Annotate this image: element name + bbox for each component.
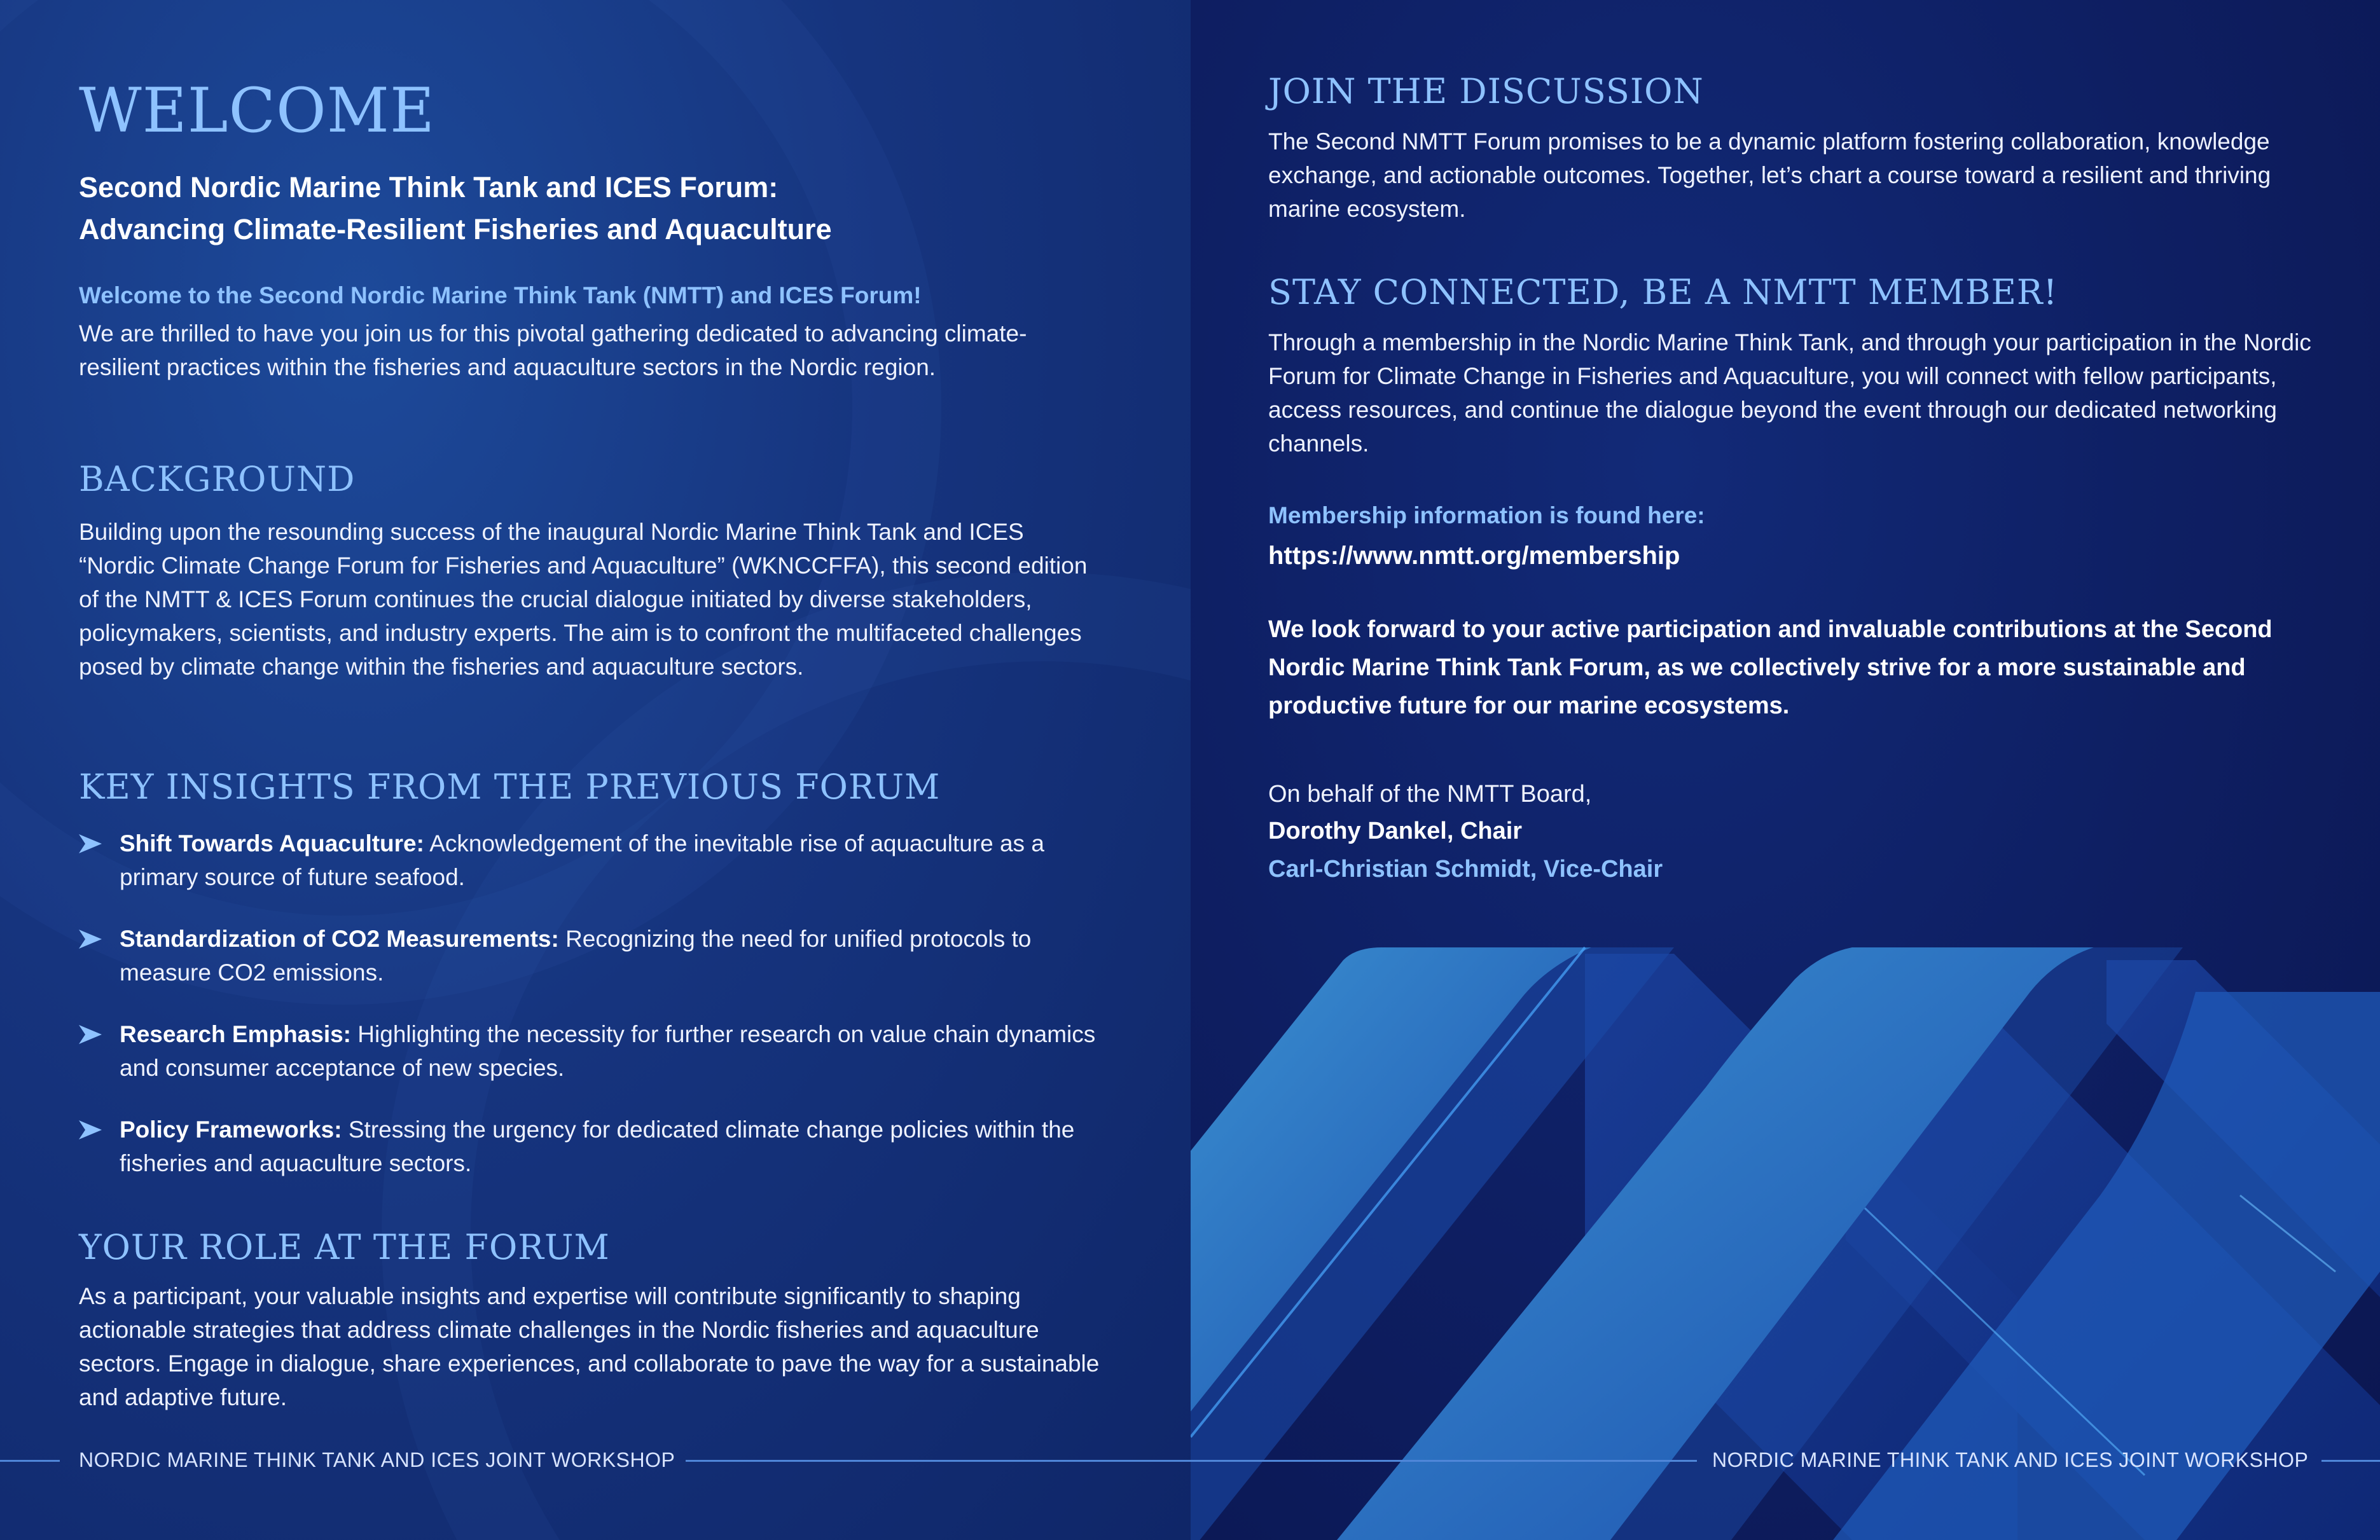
footer-divider — [1191, 1460, 1697, 1462]
insight-text: Acknowledgement of the inevitable rise of aquaculture as a primary source of future seafood. — [120, 830, 1044, 890]
join-heading: JOIN THE DISCUSSION — [1268, 71, 1704, 111]
list-item — [79, 1017, 1109, 1085]
footer-text: NORDIC MARINE THINK TANK AND ICES JOINT WORKSHOP — [79, 1448, 675, 1471]
insights-heading: KEY INSIGHTS FROM THE PREVIOUS FORUM — [79, 767, 941, 807]
background-heading: BACKGROUND — [79, 459, 356, 499]
insights-list — [79, 827, 1109, 1180]
member-heading: STAY CONNECTED, BE A NMTT MEMBER! — [1268, 272, 2058, 312]
intro-text: We are thrilled to have you join us for this pivotal gathering dedicated to advancing climate-resilient practices within the fisheries and aquaculture sectors in the Nordic region. — [79, 320, 1027, 380]
membership-label: Membership information is found here: — [1268, 502, 1705, 528]
arrow-right-icon — [79, 930, 102, 949]
list-item — [79, 922, 1109, 989]
signature-chair: Dorothy Dankel, Chair — [1268, 818, 1523, 844]
subtitle-line-1: Second Nordic Marine Think Tank and ICES Forum: — [79, 171, 778, 203]
insight-text: Recognizing the need for unified protocols to measure CO2 emissions. — [120, 926, 1032, 986]
list-item — [79, 1113, 1109, 1180]
arrow-right-icon — [79, 1120, 102, 1139]
insight-text: Stressing the urgency for dedicated climate change policies within the fisheries and aquaculture sectors. — [120, 1117, 1075, 1176]
insight-text: Highlighting the necessity for further research on value chain dynamics and consumer acceptance of new species. — [120, 1021, 1096, 1081]
subtitle-line-2: Advancing Climate-Resilient Fisheries and Aquaculture — [79, 213, 832, 245]
arrow-right-icon — [79, 1025, 102, 1044]
closing-text: We look forward to your active participation and invaluable contributions at the Second Nordic Marine Think Tank Forum, as we collectively strive for a more sustainable and productive future for our marine ecosystems. — [1268, 616, 2273, 719]
signature-behalf: On behalf of the NMTT Board, — [1268, 781, 1592, 808]
footer-text: NORDIC MARINE THINK TANK AND ICES JOINT WORKSHOP — [1712, 1448, 2309, 1471]
insight-title: Shift Towards Aquaculture: — [120, 830, 424, 856]
welcome-lead: Welcome to the Second Nordic Marine Think Tank (NMTT) and ICES Forum! — [79, 282, 922, 308]
right-page — [1191, 0, 2380, 1540]
insight-title: Research Emphasis: — [120, 1021, 352, 1047]
signature-vice-chair: Carl-Christian Schmidt, Vice-Chair — [1268, 856, 1663, 883]
join-text: The Second NMTT Forum promises to be a dynamic platform fostering collaboration, knowledge exchange, and actionable outcomes. Together, let’s chart a course toward a resilient and thriving marine ecosystem. — [1268, 128, 2271, 222]
member-text: Through a membership in the Nordic Marine Think Tank, and through your participation in the Nordic Forum for Climate Change in Fisheries and Aquaculture, you will connect with fellow participants, access resources, and continue the dialogue beyond the event through our dedicated networking channels. — [1268, 329, 2311, 457]
page-title: WELCOME — [79, 75, 436, 146]
footer-divider — [686, 1460, 1191, 1462]
role-heading: YOUR ROLE AT THE FORUM — [79, 1227, 610, 1267]
insight-title: Policy Frameworks: — [120, 1117, 342, 1143]
list-item — [79, 827, 1109, 894]
membership-link[interactable]: https://www.nmtt.org/membership — [1268, 542, 1680, 570]
role-text: As a participant, your valuable insights and expertise will contribute significantly to shaping actionable strategies that address climate challenges in the Nordic fisheries and aquaculture sectors. Engage in dialogue, share experiences, and collaborate to pave the way for a sustainable and adaptive future. — [79, 1283, 1100, 1410]
arrow-right-icon — [79, 834, 102, 853]
footer-divider — [0, 1460, 60, 1462]
background-text: Building upon the resounding success of the inaugural Nordic Marine Think Tank and ICES “Nordic Climate Change Forum for Fisheries and Aquaculture” (WKNCCFFA), this second edition of the NMTT & ICES Forum continues the crucial dialogue initiated by diverse stakeholders, policymakers, scientists, and industry experts. The aim is to confront the multifaceted challenges posed by climate change within the fisheries and aquaculture sectors. — [79, 519, 1088, 680]
footer-divider — [2321, 1460, 2380, 1462]
insight-title: Standardization of CO2 Measurements: — [120, 926, 559, 952]
